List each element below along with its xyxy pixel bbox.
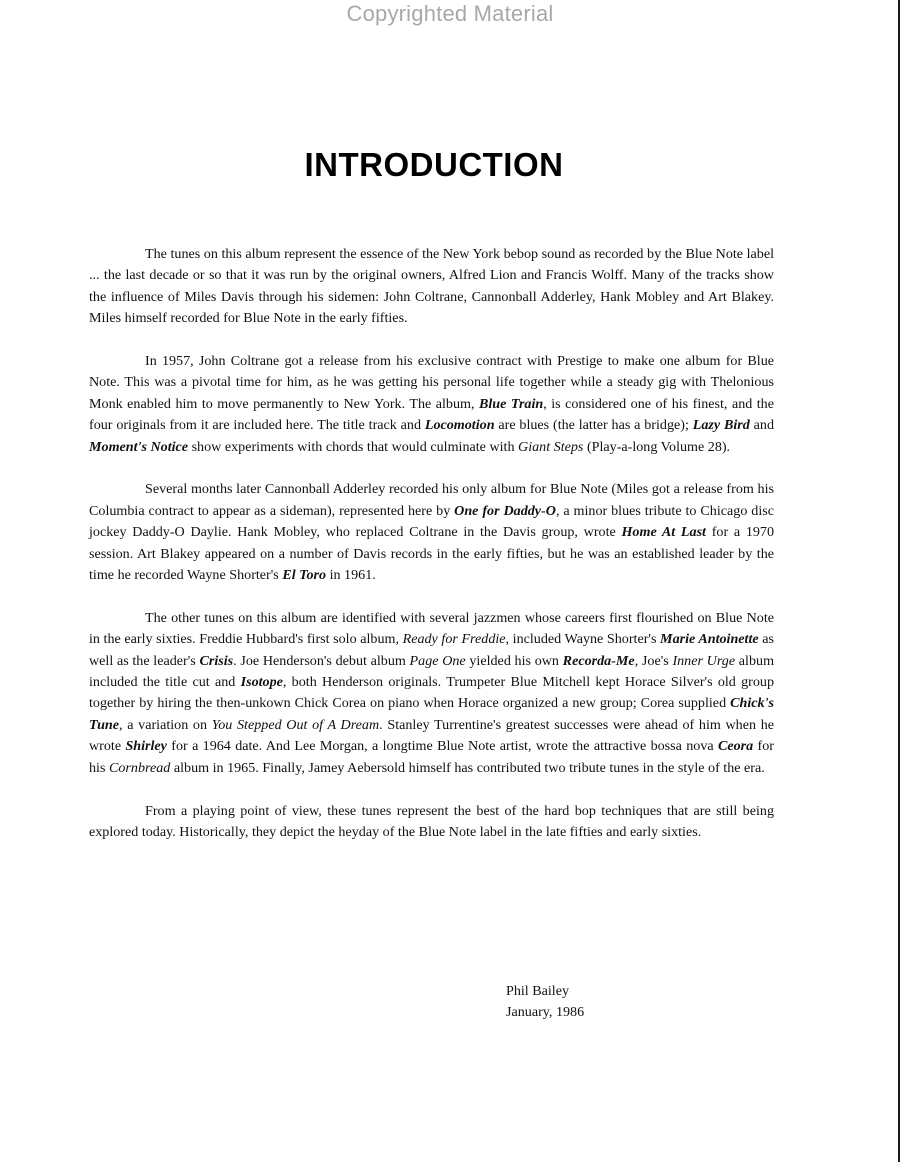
text-run: , a variation on	[119, 716, 212, 733]
text-run: From a playing point of view, these tunes represent the best of the hard bop techniques that are still being explored today. Historically, they depict the heyday of the Blue Note label in the late fifties and early sixties.	[89, 802, 774, 840]
text-run: in 1961.	[326, 567, 376, 584]
emphasized-title: El Toro	[282, 567, 327, 584]
emphasized-title: Inner Urge	[672, 652, 736, 669]
text-run: . Joe Henderson's debut album	[233, 652, 410, 669]
body-paragraph	[89, 801, 774, 844]
signature-block	[506, 981, 584, 1024]
emphasized-title: Shirley	[125, 738, 167, 755]
text-run: as well as the leader's	[89, 631, 774, 669]
text-run: album included the title cut and	[89, 652, 775, 691]
emphasized-title: One for Daddy-O	[454, 502, 556, 519]
body-paragraph	[89, 244, 774, 330]
text-run: album in 1965. Finally, Jamey Aebersold himself has contributed two tribute tunes in the style of the era.	[170, 759, 765, 776]
emphasized-title: Ready for Freddie	[402, 631, 506, 648]
author-name: Phil Bailey	[506, 983, 570, 999]
emphasized-title: Recorda-Me	[562, 652, 635, 669]
emphasized-title: Home At Last	[621, 524, 706, 541]
text-run: for a 1964 date. And Lee Morgan, a longtime Blue Note artist, wrote the attractive bossa nova	[166, 738, 718, 755]
text-run: are blues (the latter has a bridge);	[494, 417, 693, 434]
body-paragraph	[89, 608, 774, 779]
emphasized-title: Lazy Bird	[692, 417, 750, 434]
emphasized-title: Crisis	[199, 652, 234, 669]
text-run: Several months later Cannonball Adderley recorded his only album for Blue Note (Miles got a release from his Columbia contract to appear as a sideman), represented here by	[89, 481, 774, 519]
emphasized-title: Locomotion	[424, 417, 495, 434]
text-run: In 1957, John Coltrane got a release from his exclusive contract with Prestige to make one album for Blue Note. This was a pivotal time for him, as he was getting his personal life together while a steady gig with Thelonious Monk enabled him to move permanently to New York. The album,	[89, 353, 774, 412]
signature-date: January, 1986	[506, 1004, 585, 1021]
text-run: , included Wayne Shorter's	[505, 631, 661, 648]
text-run: and	[749, 417, 774, 434]
emphasized-title: Moment's Notice	[89, 438, 189, 455]
emphasized-title: You Stepped Out of A Dream	[211, 716, 380, 733]
emphasized-title: Cornbread	[108, 759, 171, 776]
emphasized-title: Blue Train	[478, 395, 544, 412]
text-run: . Stanley Turrentine's greatest successes were ahead of him when he wrote	[89, 716, 775, 755]
introduction-body	[89, 244, 774, 865]
text-run: , Joe's	[634, 652, 673, 669]
text-run: The tunes on this album represent the essence of the New York bebop sound as recorded by the Blue Note label ... the last decade or so that it was run by the original owners, Alfred Lion and Francis Wolff. Many of the tracks show the influence of Miles Davis through his sidemen: John Coltrane, Cannonball Adderley, Hank Mobley and Art Blakey. Miles himself recorded for Blue Note in the early fifties.	[89, 246, 774, 327]
body-paragraph	[89, 351, 774, 458]
text-run: (Play-a-long Volume 28).	[583, 438, 731, 455]
emphasized-title: Isotope	[240, 674, 283, 691]
emphasized-title: Page One	[409, 652, 466, 669]
page-title: INTRODUCTION	[304, 146, 564, 183]
text-run: show experiments with chords that would culminate with	[188, 438, 519, 455]
text-run: yielded his own	[465, 652, 563, 669]
text-run: The other tunes on this album are identified with several jazzmen whose careers first flourished on Blue Note in the early sixties. Freddie Hubbard's first solo album,	[89, 609, 774, 648]
text-run: , is considered one of his finest, and the four originals from it are included here. The title track and	[89, 395, 774, 434]
copyright-watermark: Copyrighted Material	[346, 1, 554, 26]
text-run: , both Henderson originals. Trumpeter Blue Mitchell kept Horace Silver's old group together by hiring the then-unkown Chick Corea on piano when Horace organized a new group; Corea supplied	[89, 674, 774, 712]
emphasized-title: Giant Steps	[518, 438, 584, 455]
text-run: for his	[89, 738, 774, 776]
text-run: for a 1970 session. Art Blakey appeared on a number of Davis records in the early fifties, but he was an established leader by the time he recorded Wayne Shorter's	[89, 524, 775, 584]
body-paragraph	[89, 479, 774, 586]
emphasized-title: Chick's Tune	[89, 695, 774, 733]
emphasized-title: Marie Antoinette	[660, 631, 759, 648]
text-run: , a minor blues tribute to Chicago disc jockey Daddy-O Daylie. Hank Mobley, who replaced Coltrane in the Davis group, wrote	[89, 502, 774, 541]
emphasized-title: Ceora	[717, 738, 754, 755]
